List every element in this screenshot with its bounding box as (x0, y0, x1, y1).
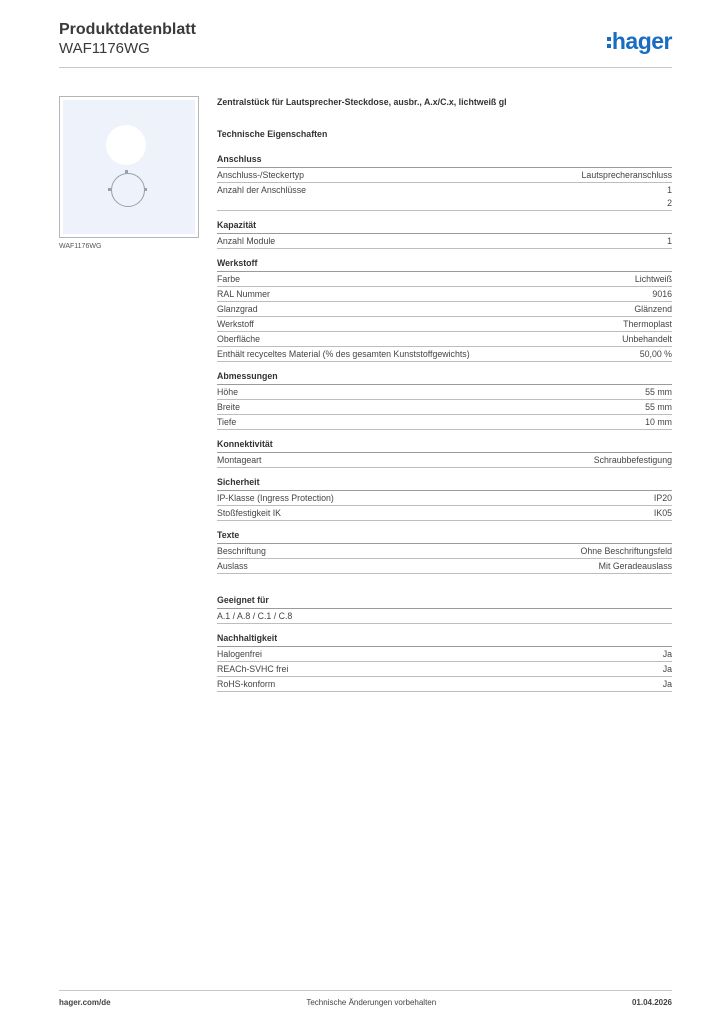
spec-row (217, 400, 672, 415)
group-title: Abmessungen (217, 370, 672, 385)
logo-dots-icon (607, 34, 611, 51)
spec-label: IP-Klasse (Ingress Protection) (217, 493, 334, 503)
spec-value: 10 mm (645, 417, 672, 427)
footer-date: 01.04.2026 (631, 998, 672, 1007)
spec-value: 55 mm (645, 387, 672, 397)
spec-label: Halogenfrei (217, 649, 262, 659)
spec-label: Enthält recyceltes Material (% des gesamten Kunststoffgewichts) (217, 349, 470, 359)
spec-row (217, 385, 672, 400)
spec-value: IP20 (653, 493, 672, 503)
footer-divider (59, 990, 672, 991)
group-texte (217, 529, 672, 574)
spec-value: Unbehandelt (622, 334, 672, 344)
technical-heading: Technische Eigenschaften (217, 129, 328, 139)
spec-label: Anschluss-/Steckertyp (217, 170, 305, 180)
spec-label: Werkstoff (217, 319, 254, 329)
group-title: Geeignet für (217, 594, 672, 609)
group-title: Texte (217, 529, 672, 544)
spec-value: Lichtweiß (634, 274, 672, 284)
spec-row (217, 559, 672, 574)
spec-value: IK05 (653, 508, 672, 518)
spec-row (217, 453, 672, 468)
group-kapazitaet (217, 219, 672, 249)
ring-marker (144, 188, 147, 191)
spec-value: 1 2 (667, 185, 672, 208)
spec-value: Glänzend (634, 304, 672, 314)
group-sicherheit (217, 476, 672, 521)
spec-label: Oberfläche (217, 334, 261, 344)
spec-label: Beschriftung (217, 546, 266, 556)
spec-value: 9016 (652, 289, 672, 299)
spec-label: Glanzgrad (217, 304, 258, 314)
spec-row (217, 347, 672, 362)
spec-row (217, 506, 672, 521)
spec-label: RoHS-konform (217, 679, 276, 689)
spec-row (217, 183, 672, 211)
socket-ring (111, 173, 145, 207)
spec-value: Ja (662, 664, 672, 674)
spec-label: Breite (217, 402, 240, 412)
ring-marker (108, 188, 111, 191)
spec-row (217, 272, 672, 287)
page-header (59, 20, 672, 58)
spec-label: A.1 / A.8 / C.1 / C.8 (217, 611, 293, 621)
spec-content (217, 96, 672, 700)
spec-label: REACh-SVHC frei (217, 664, 289, 674)
group-title: Kapazität (217, 219, 672, 234)
cover-plate-illustration (63, 100, 195, 234)
spec-value: Thermoplast (623, 319, 672, 329)
spec-label: Anzahl Module (217, 236, 276, 246)
page-title: Produktdatenblatt (59, 21, 196, 38)
spec-label: RAL Nummer (217, 289, 270, 299)
spec-row (217, 317, 672, 332)
group-nachhaltigkeit (217, 632, 672, 692)
group-title: Nachhaltigkeit (217, 632, 672, 647)
spec-value: Ohne Beschriftungsfeld (580, 546, 672, 556)
spec-label: Farbe (217, 274, 240, 284)
spec-label: Tiefe (217, 417, 237, 427)
image-caption: WAF1176WG (59, 243, 102, 250)
group-anschluss (217, 153, 672, 211)
spec-value: Ja (662, 679, 672, 689)
header-divider (59, 67, 672, 68)
group-werkstoff (217, 257, 672, 362)
spec-value: Mit Geradeauslass (598, 561, 672, 571)
spec-row (217, 332, 672, 347)
product-image (59, 96, 199, 238)
hager-logo: hager (607, 28, 672, 55)
spec-row (217, 168, 672, 183)
spec-label: Höhe (217, 387, 239, 397)
group-abmessungen (217, 370, 672, 430)
plate-opening (106, 125, 146, 165)
spec-row (217, 677, 672, 692)
product-code: WAF1176WG (59, 40, 150, 57)
group-title: Anschluss (217, 153, 672, 168)
spec-row (217, 491, 672, 506)
spec-label: Montageart (217, 455, 262, 465)
spec-value: 50,00 % (639, 349, 672, 359)
group-title: Sicherheit (217, 476, 672, 491)
spec-row (217, 662, 672, 677)
spec-label: Anzahl der Anschlüsse (217, 185, 306, 195)
spec-value: 1 (667, 236, 672, 246)
spec-row (217, 234, 672, 249)
spec-value: Schraubbefestigung (593, 455, 672, 465)
footer-website-link[interactable]: hager.com/de (59, 998, 111, 1007)
spec-row (217, 609, 672, 624)
spec-label: Auslass (217, 561, 248, 571)
group-geeignet (217, 594, 672, 624)
footer-notice: Technische Änderungen vorbehalten (306, 998, 437, 1007)
spec-row (217, 415, 672, 430)
product-description: Zentralstück für Lautsprecher-Steckdose, ausbr., A.x/C.x, lichtweiß gl (217, 97, 507, 107)
spec-row (217, 647, 672, 662)
group-konnektivitaet (217, 438, 672, 468)
spec-value: Lautsprecheranschluss (581, 170, 672, 180)
spec-label: Stoßfestigkeit IK (217, 508, 282, 518)
spec-row (217, 302, 672, 317)
page-footer (59, 998, 672, 1007)
group-title: Konnektivität (217, 438, 672, 453)
ring-marker (125, 170, 128, 173)
spec-row (217, 287, 672, 302)
spec-value: 55 mm (645, 402, 672, 412)
group-title: Werkstoff (217, 257, 672, 272)
spec-row (217, 544, 672, 559)
spec-value: Ja (662, 649, 672, 659)
